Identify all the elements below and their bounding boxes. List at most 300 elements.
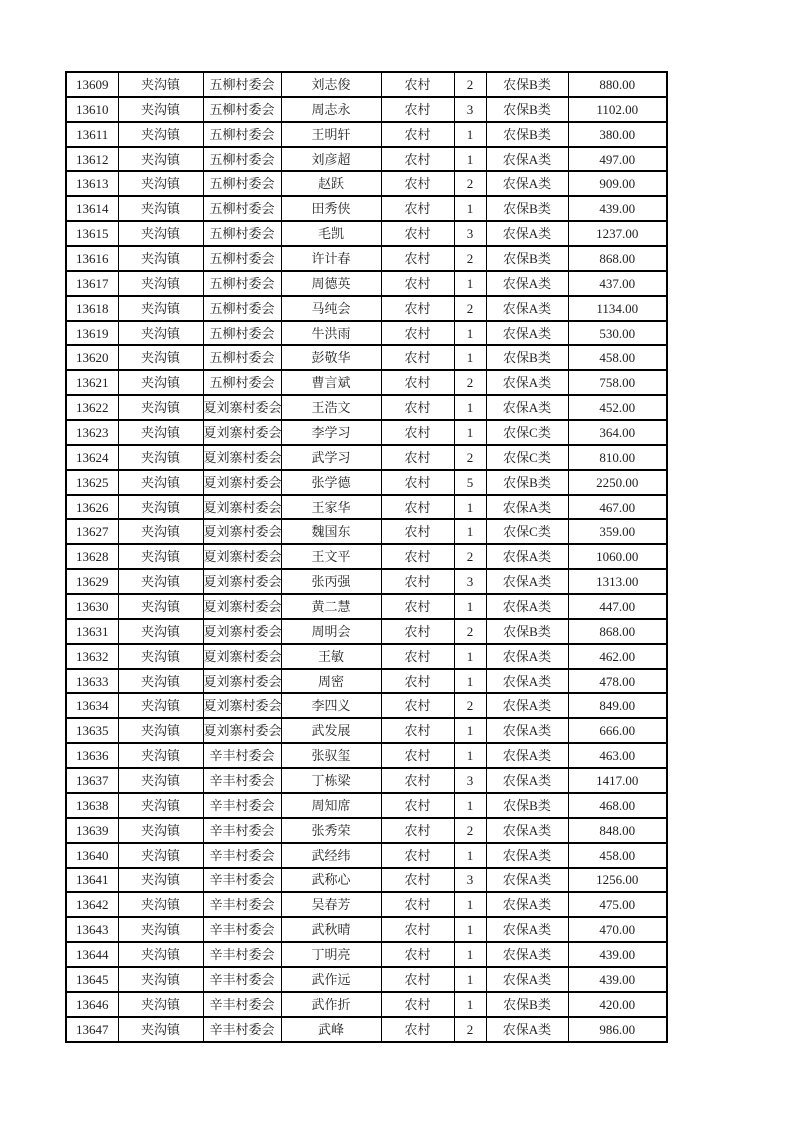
cell-count: 1 [454,967,486,992]
table-row [66,892,667,917]
table-row [66,693,667,718]
cell-residence: 农村 [381,942,454,967]
cell-village: 五柳村委会 [203,345,281,370]
cell-name: 魏国东 [281,519,381,544]
cell-town: 夹沟镇 [118,992,203,1017]
cell-category: 农保A类 [486,693,568,718]
cell-amount: 909.00 [568,171,667,196]
cell-count: 1 [454,669,486,694]
cell-count: 5 [454,470,486,495]
cell-amount: 1060.00 [568,544,667,569]
cell-amount: 470.00 [568,917,667,942]
cell-category: 农保A类 [486,768,568,793]
cell-amount: 758.00 [568,370,667,395]
cell-residence: 农村 [381,718,454,743]
cell-town: 夹沟镇 [118,544,203,569]
cell-id: 13645 [66,967,118,992]
cell-amount: 1134.00 [568,296,667,321]
cell-name: 王文平 [281,544,381,569]
cell-count: 3 [454,868,486,893]
cell-name: 武秋晴 [281,917,381,942]
cell-category: 农保B类 [486,793,568,818]
cell-village: 夏刘寨村委会 [203,519,281,544]
cell-residence: 农村 [381,768,454,793]
cell-count: 1 [454,196,486,221]
cell-amount: 848.00 [568,818,667,843]
cell-id: 13631 [66,619,118,644]
cell-amount: 1417.00 [568,768,667,793]
cell-amount: 1237.00 [568,221,667,246]
cell-category: 农保B类 [486,246,568,271]
cell-category: 农保B类 [486,619,568,644]
cell-village: 辛丰村委会 [203,967,281,992]
table-row [66,445,667,470]
table-row [66,619,667,644]
cell-count: 2 [454,544,486,569]
table-row [66,246,667,271]
cell-id: 13632 [66,644,118,669]
cell-residence: 农村 [381,868,454,893]
cell-category: 农保A类 [486,942,568,967]
cell-id: 13611 [66,122,118,147]
cell-id: 13616 [66,246,118,271]
cell-id: 13637 [66,768,118,793]
cell-town: 夹沟镇 [118,171,203,196]
table-row [66,370,667,395]
cell-id: 13636 [66,743,118,768]
cell-name: 丁栋梁 [281,768,381,793]
cell-name: 周明会 [281,619,381,644]
cell-amount: 447.00 [568,594,667,619]
cell-count: 1 [454,519,486,544]
cell-town: 夹沟镇 [118,594,203,619]
cell-category: 农保A类 [486,743,568,768]
cell-name: 丁明亮 [281,942,381,967]
cell-village: 辛丰村委会 [203,843,281,868]
cell-category: 农保C类 [486,519,568,544]
cell-village: 夏刘寨村委会 [203,420,281,445]
cell-town: 夹沟镇 [118,967,203,992]
cell-category: 农保A类 [486,818,568,843]
cell-id: 13620 [66,345,118,370]
cell-count: 1 [454,122,486,147]
table-row [66,296,667,321]
cell-town: 夹沟镇 [118,470,203,495]
cell-residence: 农村 [381,321,454,346]
cell-count: 2 [454,1017,486,1042]
cell-count: 2 [454,693,486,718]
table-row [66,843,667,868]
cell-village: 五柳村委会 [203,171,281,196]
table-row [66,345,667,370]
cell-town: 夹沟镇 [118,395,203,420]
cell-id: 13609 [66,72,118,97]
cell-id: 13614 [66,196,118,221]
cell-id: 13638 [66,793,118,818]
cell-town: 夹沟镇 [118,296,203,321]
cell-name: 王敏 [281,644,381,669]
cell-name: 田秀侠 [281,196,381,221]
cell-village: 辛丰村委会 [203,1017,281,1042]
cell-name: 周密 [281,669,381,694]
cell-amount: 364.00 [568,420,667,445]
cell-town: 夹沟镇 [118,72,203,97]
cell-name: 武发展 [281,718,381,743]
table-row [66,147,667,172]
cell-residence: 农村 [381,793,454,818]
table-row [66,122,667,147]
cell-count: 1 [454,644,486,669]
cell-village: 五柳村委会 [203,122,281,147]
table-row [66,594,667,619]
cell-name: 刘志俊 [281,72,381,97]
cell-category: 农保C类 [486,420,568,445]
cell-name: 黄二慧 [281,594,381,619]
cell-amount: 880.00 [568,72,667,97]
cell-amount: 420.00 [568,992,667,1017]
cell-residence: 农村 [381,495,454,520]
cell-town: 夹沟镇 [118,743,203,768]
cell-category: 农保A类 [486,296,568,321]
cell-village: 辛丰村委会 [203,942,281,967]
cell-name: 武称心 [281,868,381,893]
cell-residence: 农村 [381,296,454,321]
cell-village: 辛丰村委会 [203,868,281,893]
cell-village: 五柳村委会 [203,271,281,296]
cell-village: 辛丰村委会 [203,992,281,1017]
cell-town: 夹沟镇 [118,246,203,271]
cell-amount: 868.00 [568,619,667,644]
cell-id: 13630 [66,594,118,619]
cell-count: 1 [454,892,486,917]
cell-amount: 462.00 [568,644,667,669]
cell-village: 夏刘寨村委会 [203,669,281,694]
cell-name: 许计春 [281,246,381,271]
cell-count: 1 [454,942,486,967]
cell-amount: 359.00 [568,519,667,544]
cell-town: 夹沟镇 [118,693,203,718]
table-row [66,868,667,893]
cell-village: 辛丰村委会 [203,743,281,768]
cell-village: 五柳村委会 [203,370,281,395]
cell-village: 辛丰村委会 [203,793,281,818]
cell-count: 2 [454,370,486,395]
cell-id: 13646 [66,992,118,1017]
cell-residence: 农村 [381,1017,454,1042]
cell-town: 夹沟镇 [118,519,203,544]
cell-count: 1 [454,594,486,619]
cell-count: 1 [454,718,486,743]
cell-count: 2 [454,246,486,271]
cell-category: 农保A类 [486,967,568,992]
cell-amount: 666.00 [568,718,667,743]
cell-village: 夏刘寨村委会 [203,619,281,644]
cell-category: 农保A类 [486,669,568,694]
cell-village: 夏刘寨村委会 [203,470,281,495]
cell-category: 农保B类 [486,470,568,495]
cell-amount: 458.00 [568,843,667,868]
cell-category: 农保A类 [486,892,568,917]
cell-id: 13617 [66,271,118,296]
cell-town: 夹沟镇 [118,97,203,122]
table-row [66,743,667,768]
cell-count: 1 [454,271,486,296]
cell-id: 13633 [66,669,118,694]
cell-residence: 农村 [381,246,454,271]
cell-amount: 437.00 [568,271,667,296]
cell-amount: 467.00 [568,495,667,520]
cell-village: 五柳村委会 [203,296,281,321]
cell-residence: 农村 [381,644,454,669]
cell-id: 13626 [66,495,118,520]
cell-residence: 农村 [381,221,454,246]
table-row [66,942,667,967]
cell-name: 张秀荣 [281,818,381,843]
table-row [66,495,667,520]
cell-name: 张学德 [281,470,381,495]
cell-amount: 452.00 [568,395,667,420]
cell-amount: 458.00 [568,345,667,370]
cell-name: 李四义 [281,693,381,718]
cell-amount: 380.00 [568,122,667,147]
cell-count: 3 [454,97,486,122]
cell-amount: 2250.00 [568,470,667,495]
cell-village: 五柳村委会 [203,97,281,122]
cell-count: 1 [454,793,486,818]
cell-town: 夹沟镇 [118,868,203,893]
cell-name: 曹言斌 [281,370,381,395]
cell-id: 13623 [66,420,118,445]
cell-residence: 农村 [381,420,454,445]
cell-id: 13635 [66,718,118,743]
table-row [66,793,667,818]
cell-id: 13647 [66,1017,118,1042]
cell-category: 农保A类 [486,271,568,296]
cell-name: 张丙强 [281,569,381,594]
cell-id: 13624 [66,445,118,470]
cell-count: 3 [454,768,486,793]
cell-category: 农保A类 [486,718,568,743]
cell-category: 农保A类 [486,221,568,246]
cell-amount: 475.00 [568,892,667,917]
cell-village: 五柳村委会 [203,321,281,346]
cell-village: 辛丰村委会 [203,768,281,793]
cell-residence: 农村 [381,122,454,147]
cell-residence: 农村 [381,669,454,694]
cell-village: 夏刘寨村委会 [203,693,281,718]
cell-amount: 463.00 [568,743,667,768]
cell-id: 13629 [66,569,118,594]
cell-town: 夹沟镇 [118,122,203,147]
table-row [66,1017,667,1042]
table-row [66,72,667,97]
cell-residence: 农村 [381,370,454,395]
cell-residence: 农村 [381,743,454,768]
cell-village: 夏刘寨村委会 [203,495,281,520]
cell-name: 马纯会 [281,296,381,321]
cell-category: 农保A类 [486,395,568,420]
cell-category: 农保A类 [486,544,568,569]
cell-name: 武作折 [281,992,381,1017]
cell-count: 2 [454,619,486,644]
cell-count: 1 [454,420,486,445]
cell-residence: 农村 [381,470,454,495]
cell-name: 彭敬华 [281,345,381,370]
cell-category: 农保A类 [486,569,568,594]
cell-name: 周知席 [281,793,381,818]
cell-residence: 农村 [381,967,454,992]
table-row [66,669,667,694]
table-row [66,97,667,122]
cell-category: 农保A类 [486,1017,568,1042]
cell-residence: 农村 [381,196,454,221]
table-row [66,171,667,196]
cell-residence: 农村 [381,843,454,868]
cell-residence: 农村 [381,147,454,172]
cell-village: 夏刘寨村委会 [203,594,281,619]
cell-residence: 农村 [381,818,454,843]
cell-residence: 农村 [381,892,454,917]
table-row [66,967,667,992]
cell-count: 1 [454,147,486,172]
cell-residence: 农村 [381,569,454,594]
cell-count: 1 [454,345,486,370]
cell-town: 夹沟镇 [118,420,203,445]
cell-count: 2 [454,72,486,97]
cell-residence: 农村 [381,992,454,1017]
table-row [66,321,667,346]
cell-town: 夹沟镇 [118,445,203,470]
cell-village: 五柳村委会 [203,196,281,221]
cell-amount: 439.00 [568,967,667,992]
table-row [66,569,667,594]
cell-town: 夹沟镇 [118,892,203,917]
cell-village: 辛丰村委会 [203,917,281,942]
table-row [66,470,667,495]
cell-id: 13627 [66,519,118,544]
cell-village: 夏刘寨村委会 [203,395,281,420]
cell-count: 1 [454,743,486,768]
cell-name: 武学习 [281,445,381,470]
cell-id: 13615 [66,221,118,246]
cell-category: 农保A类 [486,917,568,942]
cell-id: 13621 [66,370,118,395]
cell-id: 13619 [66,321,118,346]
cell-town: 夹沟镇 [118,345,203,370]
cell-count: 3 [454,221,486,246]
cell-village: 夏刘寨村委会 [203,569,281,594]
cell-count: 2 [454,445,486,470]
cell-name: 武作远 [281,967,381,992]
cell-category: 农保B类 [486,122,568,147]
cell-category: 农保A类 [486,594,568,619]
cell-name: 武经纬 [281,843,381,868]
cell-id: 13641 [66,868,118,893]
cell-name: 刘彦超 [281,147,381,172]
cell-village: 辛丰村委会 [203,892,281,917]
cell-category: 农保A类 [486,370,568,395]
cell-id: 13640 [66,843,118,868]
cell-village: 五柳村委会 [203,246,281,271]
cell-category: 农保B类 [486,196,568,221]
cell-name: 武峰 [281,1017,381,1042]
cell-town: 夹沟镇 [118,644,203,669]
cell-town: 夹沟镇 [118,669,203,694]
cell-amount: 986.00 [568,1017,667,1042]
cell-residence: 农村 [381,693,454,718]
cell-count: 2 [454,171,486,196]
cell-id: 13628 [66,544,118,569]
table-row [66,917,667,942]
cell-town: 夹沟镇 [118,196,203,221]
table-row [66,644,667,669]
cell-residence: 农村 [381,544,454,569]
cell-category: 农保A类 [486,495,568,520]
cell-id: 13642 [66,892,118,917]
table-row [66,992,667,1017]
cell-residence: 农村 [381,594,454,619]
cell-amount: 1313.00 [568,569,667,594]
cell-count: 1 [454,843,486,868]
cell-amount: 1256.00 [568,868,667,893]
cell-residence: 农村 [381,395,454,420]
cell-count: 3 [454,569,486,594]
cell-name: 吴春芳 [281,892,381,917]
cell-category: 农保B类 [486,345,568,370]
cell-category: 农保B类 [486,72,568,97]
cell-residence: 农村 [381,917,454,942]
cell-town: 夹沟镇 [118,147,203,172]
cell-residence: 农村 [381,345,454,370]
cell-amount: 468.00 [568,793,667,818]
cell-town: 夹沟镇 [118,942,203,967]
cell-town: 夹沟镇 [118,768,203,793]
cell-amount: 849.00 [568,693,667,718]
cell-name: 赵跃 [281,171,381,196]
cell-id: 13622 [66,395,118,420]
cell-village: 夏刘寨村委会 [203,718,281,743]
cell-amount: 1102.00 [568,97,667,122]
cell-town: 夹沟镇 [118,321,203,346]
cell-id: 13625 [66,470,118,495]
cell-category: 农保A类 [486,147,568,172]
cell-category: 农保B类 [486,97,568,122]
cell-town: 夹沟镇 [118,619,203,644]
table-row [66,196,667,221]
cell-town: 夹沟镇 [118,271,203,296]
cell-id: 13612 [66,147,118,172]
cell-amount: 530.00 [568,321,667,346]
cell-amount: 868.00 [568,246,667,271]
cell-residence: 农村 [381,519,454,544]
table-body [66,72,667,1042]
cell-town: 夹沟镇 [118,843,203,868]
cell-village: 夏刘寨村委会 [203,445,281,470]
cell-category: 农保A类 [486,321,568,346]
cell-residence: 农村 [381,445,454,470]
cell-name: 王明轩 [281,122,381,147]
cell-count: 1 [454,321,486,346]
cell-town: 夹沟镇 [118,1017,203,1042]
table-row [66,420,667,445]
cell-name: 周志永 [281,97,381,122]
cell-village: 五柳村委会 [203,72,281,97]
cell-category: 农保A类 [486,868,568,893]
cell-amount: 810.00 [568,445,667,470]
cell-town: 夹沟镇 [118,718,203,743]
table-row [66,271,667,296]
cell-amount: 439.00 [568,196,667,221]
